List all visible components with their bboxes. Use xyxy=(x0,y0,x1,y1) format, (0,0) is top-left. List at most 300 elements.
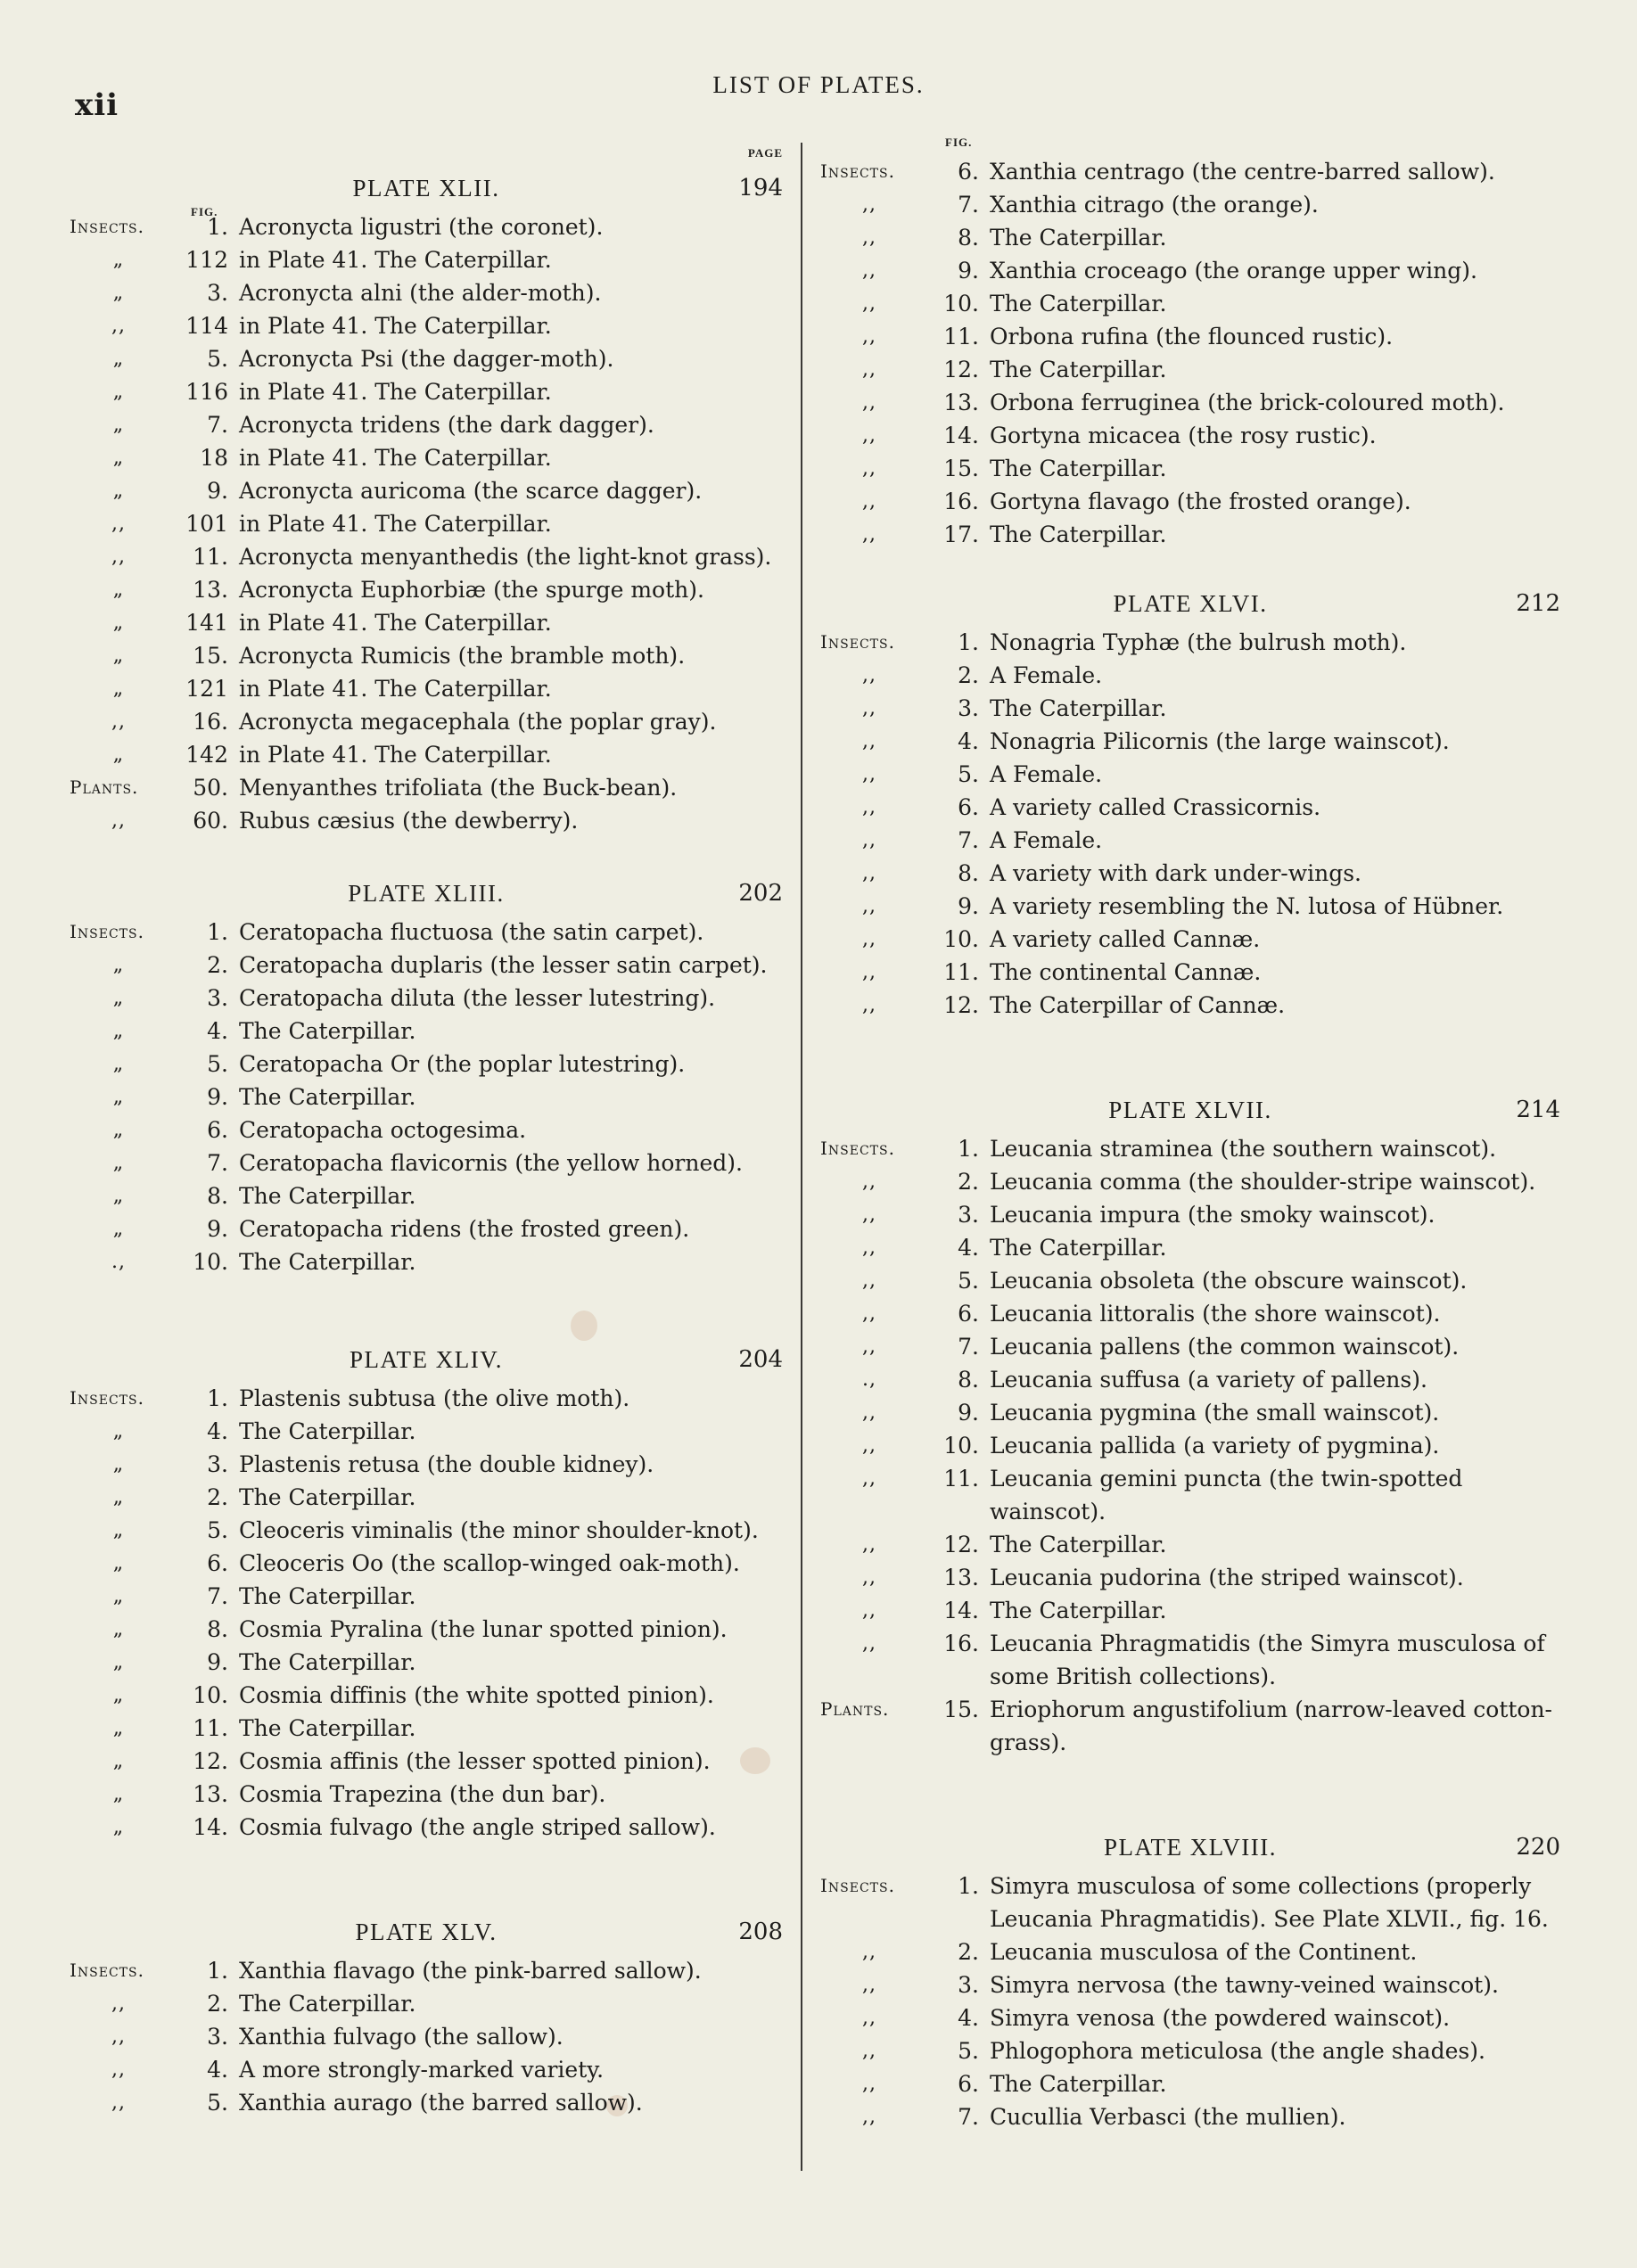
figure-number: 2. xyxy=(207,1484,228,1510)
list-item xyxy=(70,1954,783,1987)
plate-section xyxy=(820,155,1560,551)
figure-number: 11. xyxy=(943,324,979,349)
figure-description: in Plate 41. The Caterpillar. xyxy=(239,610,552,636)
figure-number: 3. xyxy=(207,2024,228,2050)
plate-title: PLATE XLIII. xyxy=(348,880,505,907)
figure-description: Xanthia croceago (the orange upper wing). xyxy=(990,258,1477,284)
list-item xyxy=(820,890,1560,923)
list-item xyxy=(820,857,1560,890)
figure-number: 6. xyxy=(207,1117,228,1143)
category-label: ,, xyxy=(862,895,876,917)
figure-description: A variety called Cannæ. xyxy=(990,926,1261,952)
category-label: ,, xyxy=(862,862,876,884)
category-label: ,, xyxy=(111,1993,126,2015)
list-item xyxy=(820,1132,1560,1165)
figure-number: 8. xyxy=(207,1616,228,1642)
figure-description: The Caterpillar. xyxy=(990,456,1167,481)
figure-description: The Caterpillar. xyxy=(239,1183,416,1209)
category-label: ,, xyxy=(862,226,876,249)
figure-description: Acronycta Psi (the dagger-moth). xyxy=(239,346,614,372)
category-label: ,, xyxy=(111,513,126,535)
figure-number: 9. xyxy=(207,1084,228,1110)
figure-description: Acronycta auricoma (the scarce dagger). xyxy=(239,478,703,504)
figure-number: 15. xyxy=(193,643,228,669)
figure-number: 6. xyxy=(958,159,979,185)
figure-number: 14. xyxy=(943,1598,979,1623)
figure-number: 7. xyxy=(207,1583,228,1609)
figure-number: 6. xyxy=(958,2071,979,2097)
list-item xyxy=(820,1363,1560,1396)
list-item xyxy=(70,1811,783,1844)
figure-number: 6. xyxy=(207,1550,228,1576)
list-item xyxy=(820,659,1560,692)
figure-description: The Caterpillar. xyxy=(239,1649,416,1675)
right-column xyxy=(820,134,1560,2133)
category-label: Insects. xyxy=(70,921,144,942)
list-item xyxy=(70,1778,783,1811)
figure-description: in Plate 41. The Caterpillar. xyxy=(239,676,552,702)
plate-heading xyxy=(820,1089,1560,1132)
figure-number: 1. xyxy=(207,1958,228,1984)
figure-description: Simyra nervosa (the tawny-veined wainscot). xyxy=(990,1972,1499,1998)
category-label: ,, xyxy=(862,697,876,719)
category-label: ,, xyxy=(862,424,876,447)
figure-number: 4. xyxy=(958,2005,979,2031)
figure-number: 3. xyxy=(958,1972,979,1998)
list-item xyxy=(820,1429,1560,1462)
figure-description: Ceratopacha duplaris (the lesser satin carpet). xyxy=(239,952,768,978)
category-label: „ xyxy=(112,1618,125,1640)
category-label: „ xyxy=(112,645,125,667)
category-label: ,, xyxy=(862,1599,876,1622)
category-label: ,, xyxy=(862,1302,876,1325)
category-label: „ xyxy=(112,480,125,502)
figure-number: 7. xyxy=(958,1334,979,1360)
figure-number: 12. xyxy=(943,1532,979,1557)
category-label: ,, xyxy=(862,961,876,983)
category-label: ,, xyxy=(111,315,126,337)
list-item xyxy=(70,639,783,672)
figure-number: 2. xyxy=(958,1169,979,1195)
list-item xyxy=(820,1396,1560,1429)
category-label: ,, xyxy=(862,457,876,480)
figure-description: The Caterpillar. xyxy=(239,1018,416,1044)
figure-number: 2. xyxy=(207,1991,228,2017)
figure-number: 13. xyxy=(943,1565,979,1590)
plate-heading xyxy=(70,1339,783,1382)
figure-number: 16. xyxy=(943,489,979,514)
list-item xyxy=(70,1745,783,1778)
list-item xyxy=(820,1594,1560,1627)
figure-description: Ceratopacha ridens (the frosted green). xyxy=(239,1216,690,1242)
figure-number: 13. xyxy=(193,577,228,603)
list-item xyxy=(820,1330,1560,1363)
figure-description: in Plate 41. The Caterpillar. xyxy=(239,247,552,273)
figure-description: Nonagria Typhæ (the bulrush moth). xyxy=(990,629,1407,655)
figure-number: 1. xyxy=(958,1136,979,1162)
figure-number: 3. xyxy=(207,985,228,1011)
list-item xyxy=(820,989,1560,1022)
figure-number: 5. xyxy=(207,346,228,372)
figure-description: in Plate 41. The Caterpillar. xyxy=(239,742,552,768)
figure-description: The Caterpillar. xyxy=(990,695,1167,721)
category-label: ,, xyxy=(862,193,876,216)
figure-number: 101 xyxy=(185,511,228,537)
plate-title: PLATE XLVII. xyxy=(1108,1097,1272,1123)
plate-section xyxy=(820,1089,1560,1759)
figure-description: Leucania straminea (the southern wainscot). xyxy=(990,1136,1497,1162)
list-item xyxy=(820,725,1560,758)
category-label: „ xyxy=(112,348,125,370)
category-label: Insects. xyxy=(70,1960,144,1981)
list-item xyxy=(70,1987,783,2020)
category-label: Insects. xyxy=(70,216,144,237)
figure-description: Cosmia fulvago (the angle striped sallow). xyxy=(239,1814,716,1840)
figure-number: 141 xyxy=(185,610,228,636)
category-label: Insects. xyxy=(820,1138,895,1159)
list-item xyxy=(820,2034,1560,2067)
figure-number: 3. xyxy=(207,280,228,306)
figure-description: Menyanthes trifoliata (the Buck-bean). xyxy=(239,775,678,801)
plate-title: PLATE XLVI. xyxy=(1113,590,1268,617)
figure-description: A variety with dark under-wings. xyxy=(990,860,1362,886)
plate-list xyxy=(820,134,1560,2133)
list-item xyxy=(70,1113,783,1146)
category-label: ,, xyxy=(111,2058,126,2081)
figure-description: Leucania pygmina (the small wainscot). xyxy=(990,1400,1440,1426)
figure-description: Leucania littoralis (the shore wainscot). xyxy=(990,1301,1441,1327)
figure-description: The Caterpillar. xyxy=(239,1484,416,1510)
plate-section xyxy=(820,1827,1560,2133)
list-item xyxy=(820,287,1560,320)
category-label: ,, xyxy=(111,546,126,568)
category-label: „ xyxy=(112,744,125,766)
list-item xyxy=(70,408,783,441)
list-item xyxy=(820,1968,1560,2001)
figure-number: 9. xyxy=(958,258,979,284)
figure-number: 10. xyxy=(943,926,979,952)
figure-number: 1. xyxy=(207,1385,228,1411)
figure-number: 16. xyxy=(193,709,228,735)
list-item xyxy=(70,2020,783,2053)
list-item xyxy=(820,155,1560,188)
list-item xyxy=(70,1179,783,1212)
category-label: „ xyxy=(112,1651,125,1673)
category-label: „ xyxy=(112,1218,125,1240)
figure-description: Cleoceris viminalis (the minor shoulder-knot). xyxy=(239,1517,759,1543)
figure-description: Ceratopacha Or (the poplar lutestring). xyxy=(239,1051,686,1077)
figure-number: 4. xyxy=(207,1018,228,1044)
category-label: „ xyxy=(112,987,125,1009)
figure-number: 11. xyxy=(943,959,979,985)
figure-number: 10. xyxy=(943,1433,979,1459)
column-divider xyxy=(801,143,802,2171)
figure-description: The Caterpillar. xyxy=(239,1715,416,1741)
figure-description: Xanthia flavago (the pink-barred sallow). xyxy=(239,1958,702,1984)
category-label: „ xyxy=(112,1519,125,1541)
figure-number: 1. xyxy=(207,214,228,240)
figure-description: Ceratopacha diluta (the lesser lutestring). xyxy=(239,985,716,1011)
figure-description: Leucania pallida (a variety of pygmina). xyxy=(990,1433,1440,1459)
list-item xyxy=(820,692,1560,725)
category-label: „ xyxy=(112,282,125,304)
figure-description: Eriophorum angustifolium (narrow-leaved cotton-grass). xyxy=(990,1697,1553,1755)
figure-number: 8. xyxy=(958,225,979,251)
category-label: „ xyxy=(112,414,125,436)
category-label: ,, xyxy=(862,391,876,414)
figure-description: Rubus cæsius (the dewberry). xyxy=(239,808,579,834)
figure-number: 9. xyxy=(958,1400,979,1426)
figure-description: Orbona rufina (the flounced rustic). xyxy=(990,324,1394,349)
category-label: ,, xyxy=(862,358,876,381)
list-item xyxy=(820,758,1560,791)
list-item xyxy=(820,1231,1560,1264)
figure-description: The Caterpillar. xyxy=(239,1084,416,1110)
figure-number: 8. xyxy=(958,860,979,886)
running-title: LIST OF PLATES. xyxy=(712,71,925,98)
figure-description: A Female. xyxy=(990,662,1103,688)
figure-description: Leucania pudorina (the striped wainscot). xyxy=(990,1565,1464,1590)
figure-description: Xanthia centrago (the centre-barred sallow). xyxy=(990,159,1495,185)
category-label: ,, xyxy=(862,664,876,686)
figure-description: A more strongly-marked variety. xyxy=(239,2057,605,2083)
list-item xyxy=(820,254,1560,287)
list-item xyxy=(70,507,783,540)
category-label: „ xyxy=(112,1053,125,1075)
list-item xyxy=(70,672,783,705)
plate-page-number: 204 xyxy=(738,1346,783,1373)
figure-description: Acronycta Rumicis (the bramble moth). xyxy=(239,643,686,669)
figure-description: Simyra venosa (the powdered wainscot). xyxy=(990,2005,1451,2031)
figure-number: 5. xyxy=(958,1268,979,1294)
figure-description: in Plate 41. The Caterpillar. xyxy=(239,511,552,537)
figure-description: A Female. xyxy=(990,827,1103,853)
category-label: „ xyxy=(112,1585,125,1607)
figure-number: 3. xyxy=(958,1202,979,1228)
category-label: „ xyxy=(112,1420,125,1442)
category-label: Plants. xyxy=(820,1698,890,1720)
list-item xyxy=(70,1048,783,1081)
list-item xyxy=(70,2053,783,2086)
list-item xyxy=(70,276,783,309)
figure-description: Orbona ferruginea (the brick-coloured moth). xyxy=(990,390,1505,415)
list-item xyxy=(820,452,1560,485)
category-label: „ xyxy=(112,249,125,271)
list-item xyxy=(70,982,783,1015)
list-item xyxy=(70,1613,783,1646)
figure-description: The Caterpillar. xyxy=(990,357,1167,382)
figure-description: The continental Cannæ. xyxy=(990,959,1262,985)
plate-heading xyxy=(70,873,783,916)
list-item xyxy=(70,1646,783,1679)
list-item xyxy=(70,949,783,982)
list-item xyxy=(820,1693,1560,1759)
figure-number: 12. xyxy=(943,357,979,382)
category-label: ,, xyxy=(862,2073,876,2095)
list-item xyxy=(820,1561,1560,1594)
plate-section xyxy=(820,583,1560,1022)
plate-heading xyxy=(820,1827,1560,1869)
category-label: „ xyxy=(112,1717,125,1739)
category-label: ,, xyxy=(862,763,876,785)
page-number: xii xyxy=(75,87,119,123)
list-item xyxy=(820,956,1560,989)
list-item xyxy=(70,1146,783,1179)
page-column-label: PAGE xyxy=(747,146,783,160)
figure-number: 13. xyxy=(193,1781,228,1807)
figure-number: 12. xyxy=(943,992,979,1018)
figure-description: The Caterpillar. xyxy=(239,1249,416,1275)
figure-description: Cosmia Pyralina (the lunar spotted pinion). xyxy=(239,1616,728,1642)
figure-description: in Plate 41. The Caterpillar. xyxy=(239,313,552,339)
category-label: „ xyxy=(112,1185,125,1207)
category-label: ,, xyxy=(862,1237,876,1259)
list-item xyxy=(820,1528,1560,1561)
figure-number: 4. xyxy=(958,728,979,754)
figure-description: The Caterpillar. xyxy=(239,1583,416,1609)
figure-number: 6. xyxy=(958,794,979,820)
plate-list xyxy=(70,134,783,2119)
category-label: ,, xyxy=(862,259,876,282)
left-column xyxy=(70,134,783,2119)
figure-description: The Caterpillar. xyxy=(990,1532,1167,1557)
plate-heading xyxy=(820,583,1560,626)
figure-number: 1. xyxy=(958,1873,979,1899)
figure-description: Leucania obsoleta (the obscure wainscot). xyxy=(990,1268,1468,1294)
figure-number: 9. xyxy=(207,478,228,504)
category-label: ,, xyxy=(862,1434,876,1457)
category-label: ,, xyxy=(862,1566,876,1589)
list-item xyxy=(70,1081,783,1113)
figure-number: 9. xyxy=(958,893,979,919)
category-label: ,, xyxy=(862,1335,876,1358)
category-label: ,, xyxy=(862,523,876,546)
list-item xyxy=(820,353,1560,386)
figure-description: A variety called Crassicornis. xyxy=(990,794,1321,820)
figure-number: 14. xyxy=(193,1814,228,1840)
figure-description: Nonagria Pilicornis (the large wainscot). xyxy=(990,728,1450,754)
figure-number: 5. xyxy=(207,1051,228,1077)
figure-number: 17. xyxy=(943,522,979,547)
figure-number: 121 xyxy=(185,676,228,702)
figure-description: Acronycta alni (the alder-moth). xyxy=(239,280,602,306)
list-item xyxy=(820,1462,1560,1528)
list-item xyxy=(70,441,783,474)
category-label: ,, xyxy=(111,2091,126,2114)
list-item xyxy=(70,1382,783,1415)
list-item xyxy=(820,1627,1560,1693)
plate-title: PLATE XLIV. xyxy=(349,1346,503,1373)
figure-number: 7. xyxy=(207,412,228,438)
category-label: Plants. xyxy=(70,777,139,798)
category-label: Insects. xyxy=(70,1387,144,1409)
category-label: ,, xyxy=(862,1533,876,1556)
figure-description: Ceratopacha octogesima. xyxy=(239,1117,527,1143)
figure-description: Gortyna flavago (the frosted orange). xyxy=(990,489,1411,514)
list-item xyxy=(820,221,1560,254)
plate-page-number: 214 xyxy=(1516,1097,1560,1123)
category-label: ,, xyxy=(862,796,876,818)
figure-number: 8. xyxy=(207,1183,228,1209)
list-item xyxy=(820,791,1560,824)
category-label: „ xyxy=(112,1552,125,1574)
category-label: ,, xyxy=(862,1171,876,1193)
figure-number: 10. xyxy=(193,1249,228,1275)
figure-number: 11. xyxy=(943,1466,979,1491)
figure-number: 2. xyxy=(958,662,979,688)
list-item xyxy=(70,243,783,276)
list-item xyxy=(70,1679,783,1712)
figure-description: Simyra musculosa of some collections (properly Leucania Phragmatidis). See Plate XLVII., fig. 16. xyxy=(990,1873,1549,1932)
figure-description: The Caterpillar. xyxy=(239,1418,416,1444)
figure-number: 116 xyxy=(185,379,228,405)
plate-section xyxy=(70,1339,783,1844)
list-item xyxy=(70,1015,783,1048)
category-label: ,, xyxy=(862,829,876,851)
figure-number: 114 xyxy=(185,313,228,339)
figure-number: 13. xyxy=(943,390,979,415)
figure-number: 142 xyxy=(185,742,228,768)
figure-number: 16. xyxy=(943,1631,979,1656)
list-item xyxy=(70,573,783,606)
category-label: ,, xyxy=(862,2007,876,2029)
list-item xyxy=(820,320,1560,353)
category-label: „ xyxy=(112,954,125,976)
category-label: „ xyxy=(112,1020,125,1042)
list-item xyxy=(70,606,783,639)
figure-number: 11. xyxy=(193,544,228,570)
figure-description: The Caterpillar. xyxy=(990,522,1167,547)
plate-heading xyxy=(70,1911,783,1954)
figure-description: Plastenis subtusa (the olive moth). xyxy=(239,1385,630,1411)
list-item xyxy=(70,375,783,408)
list-item xyxy=(820,1264,1560,1297)
list-item xyxy=(70,771,783,804)
list-item xyxy=(70,705,783,738)
plate-heading xyxy=(70,168,783,210)
list-item xyxy=(820,2067,1560,2100)
list-item xyxy=(820,2100,1560,2133)
category-label: ,, xyxy=(862,994,876,1016)
figure-description: Gortyna micacea (the rosy rustic). xyxy=(990,423,1377,448)
figure-number: 7. xyxy=(958,2104,979,2130)
figure-description: The Caterpillar of Cannæ. xyxy=(990,992,1286,1018)
list-item xyxy=(820,1198,1560,1231)
category-label: ,, xyxy=(862,1632,876,1655)
figure-number: 3. xyxy=(958,695,979,721)
figure-description: Leucania pallens (the common wainscot). xyxy=(990,1334,1460,1360)
category-label: ,, xyxy=(111,2026,126,2048)
list-item xyxy=(820,518,1560,551)
list-item xyxy=(820,1297,1560,1330)
plate-title: PLATE XLII. xyxy=(352,175,500,201)
figure-description: The Caterpillar. xyxy=(990,2071,1167,2097)
figure-description: The Caterpillar. xyxy=(990,1235,1167,1261)
fig-column-label: FIG. xyxy=(945,136,973,149)
category-label: „ xyxy=(112,1684,125,1706)
category-label: ,, xyxy=(862,928,876,950)
figure-number: 11. xyxy=(193,1715,228,1741)
plate-section xyxy=(70,1911,783,2119)
figure-description: in Plate 41. The Caterpillar. xyxy=(239,445,552,471)
list-item xyxy=(70,804,783,837)
figure-description: Acronycta menyanthedis (the light-knot grass). xyxy=(239,544,772,570)
list-item xyxy=(70,474,783,507)
list-item xyxy=(70,1212,783,1245)
list-item xyxy=(70,210,783,243)
category-label: „ xyxy=(112,1453,125,1475)
category-label: ,, xyxy=(862,1467,876,1490)
